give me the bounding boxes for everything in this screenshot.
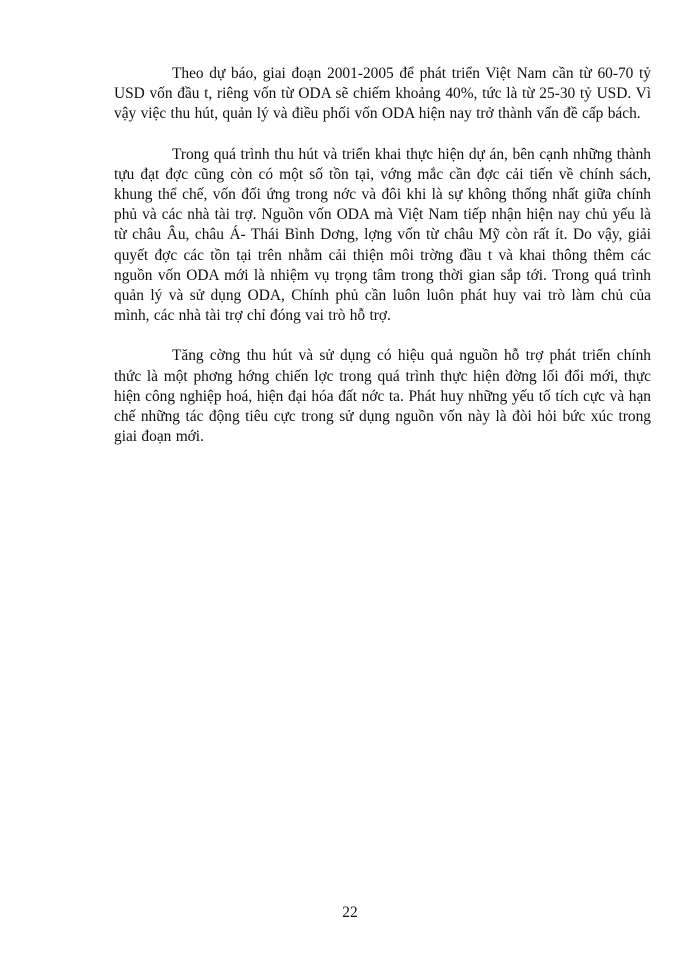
page-number: 22 (342, 904, 358, 921)
paragraph-1: Theo dự báo, giai đoạn 2001-2005 để phát triển Việt Nam cần từ 60-70 tỷ USD vốn đầu t, riêng vốn từ ODA sẽ chiếm khoảng 40%, tức là từ 25-30 tỷ USD. Vì vậy việc thu hút, quản lý và điều phối vốn ODA hiện nay trở thành vấn đề cấp bách. (114, 65, 651, 123)
paragraph-2: Trong quá trình thu hút và triển khai thực hiện dự án, bên cạnh những thành tựu đạt đợc cũng còn có một số tồn tại, vớng mắc cần đợc cải tiến về chính sách, khung thể chế, vốn đối ứng trong nớc và đôi khi là sự không thống nhất giữa chính phủ và các nhà tài trợ. Nguồn vốn ODA mà Việt Nam tiếp nhận hiện nay chủ yếu là từ châu Âu, châu Á- Thái Bình Dơng, lợng vốn từ châu Mỹ còn rất ít. Do vậy, giải quyết đợc các tồn tại trên nhằm cải thiện môi trờng đầu t và khai thông thêm các nguồn vốn ODA mới là nhiệm vụ trọng tâm trong thời gian sắp tới. Trong quá trình quản lý và sử dụng ODA, Chính phủ cần luôn luôn phát huy vai trò làm chủ của mình, các nhà tài trợ chỉ đóng vai trò hỗ trợ. (114, 145, 651, 325)
body-text (114, 64, 651, 467)
paragraph-3: Tăng cờng thu hút và sử dụng có hiệu quả nguồn hỗ trợ phát triển chính thức là một phơng hớng chiến lợc trong quá trình thực hiện đờng lối đổi mới, thực hiện công nghiệp hoá, hiện đại hóa đất nớc ta. Phát huy những yếu tố tích cực và hạn chế những tác động tiêu cực trong sử dụng nguồn vốn này là đòi hỏi bức xúc trong giai đoạn mới. (114, 347, 651, 446)
